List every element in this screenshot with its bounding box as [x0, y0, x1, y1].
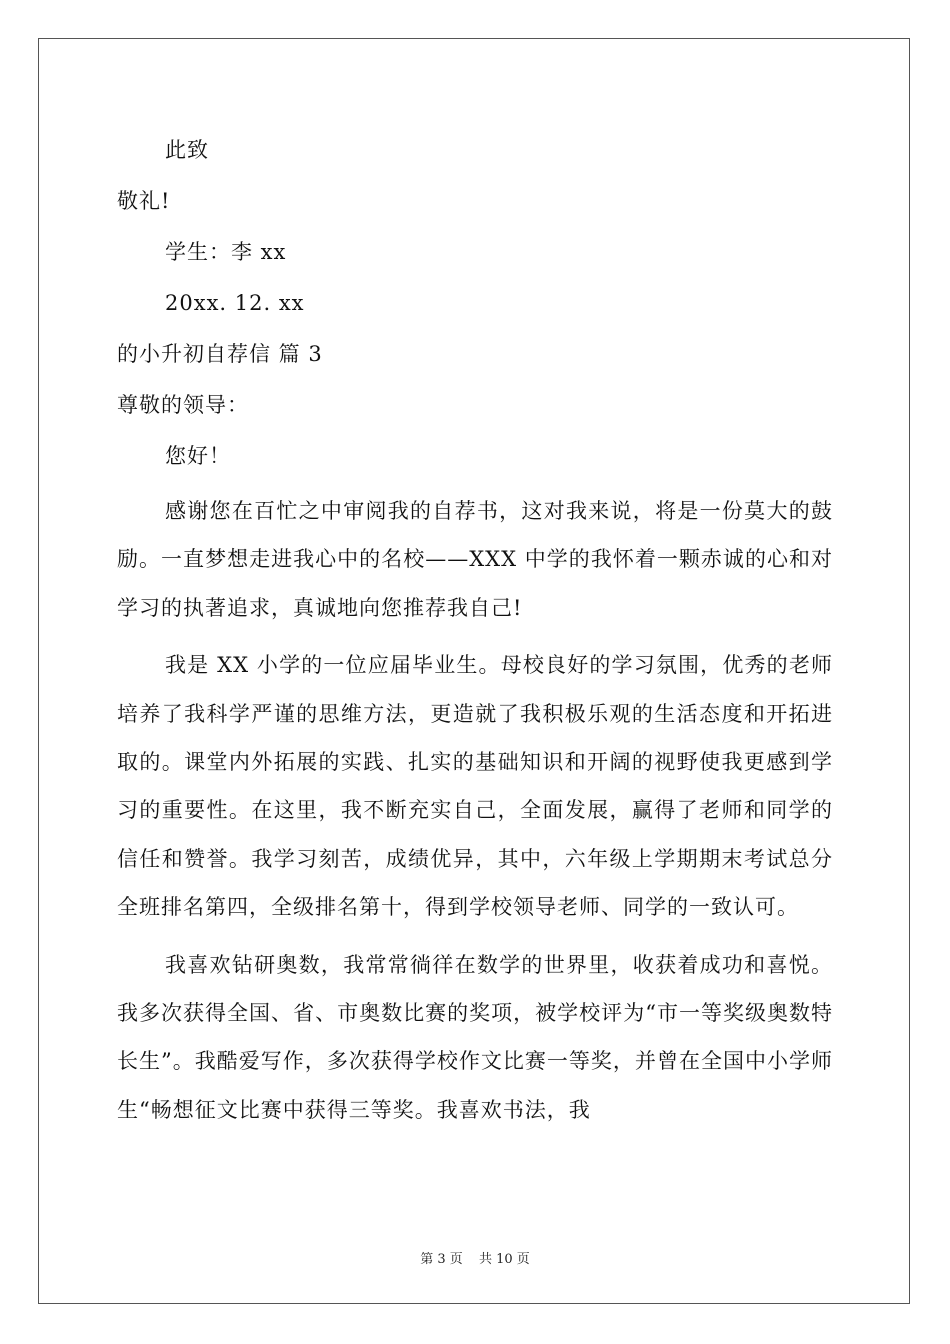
hello-line: 您好！: [165, 444, 231, 468]
section-heading: 的小升初自荐信 篇 3: [117, 342, 323, 366]
page-footer: [0, 1248, 950, 1267]
paragraph-1: 感谢您在百忙之中审阅我的自荐书，这对我来说，将是一份莫大的鼓励。一直梦想走进我心中的名校——XXX 中学的我怀着一颗赤诚的心和对学习的执著追求，真诚地向您推荐我自己!: [117, 499, 833, 620]
date-line: 20xx. 12. xx: [165, 291, 305, 315]
signature-line: 学生：李 xx: [165, 240, 287, 264]
greeting-line: 尊敬的领导：: [117, 393, 249, 417]
page-total: 共 10 页: [478, 1252, 530, 1267]
closing-line: 此致: [165, 138, 209, 162]
document-body: [117, 130, 833, 1143]
paragraph-2: 我是 XX 小学的一位应届毕业生。母校良好的学习氛围，优秀的老师培养了我科学严谨的思维方法，更造就了我积极乐观的生活态度和开拓进取的。课堂内外拓展的实践、扎实的基础知识和开阔的视野使我更感到学习的重要性。在这里，我不断充实自己，全面发展，赢得了老师和同学的信任和赞誉。我学习刻苦，成绩优异，其中，六年级上学期期末考试总分全班排名第四，全级排名第十，得到学校领导老师、同学的一致认可。: [117, 653, 833, 920]
salute-line: 敬礼!: [117, 189, 171, 213]
page-number: 第 3 页: [420, 1252, 463, 1267]
paragraph-3: 我喜欢钻研奥数，我常常徜徉在数学的世界里，收获着成功和喜悦。我多次获得全国、省、市奥数比赛的奖项，被学校评为“市一等奖级奥数特长生”。我酷爱写作，多次获得学校作文比赛一等奖，并曾在全国中小学师生“畅想征文比赛中获得三等奖。我喜欢书法，我: [117, 952, 833, 1122]
